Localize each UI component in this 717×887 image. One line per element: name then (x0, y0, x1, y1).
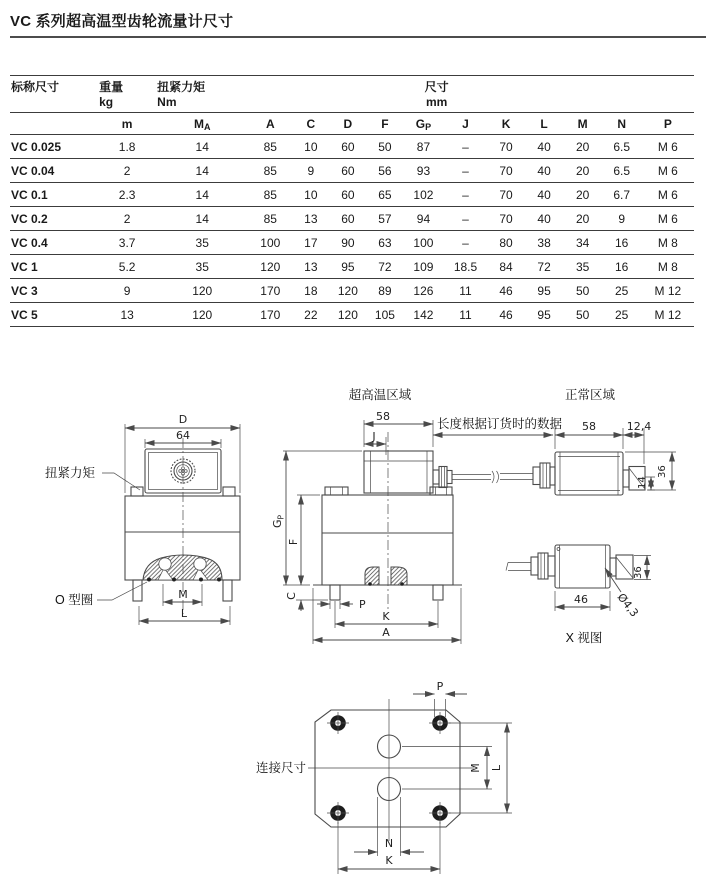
table-cell: 10 (292, 183, 329, 207)
table-cell: 70 (488, 159, 525, 183)
table-cell: 3.7 (98, 231, 156, 255)
table-cell: 20 (564, 207, 602, 231)
table-cell: 85 (248, 159, 292, 183)
dim-c-label (285, 592, 298, 600)
table-header-cell: K (488, 113, 525, 135)
row-model-name: VC 5 (10, 303, 98, 327)
table-row (10, 159, 694, 183)
table-header-cell: A (248, 113, 292, 135)
table-cell: 70 (488, 135, 525, 159)
table-header-cell: 扭紧力矩 Nm (156, 76, 248, 113)
table-cell: 6.7 (602, 183, 642, 207)
table-cell: 14 (156, 183, 248, 207)
table-header-cell: GP (403, 113, 443, 135)
table-cell: 60 (329, 207, 366, 231)
svg-text:36: 36 (657, 465, 668, 478)
table-cell: 25 (602, 303, 642, 327)
table-cell: 22 (292, 303, 329, 327)
table-cell: 95 (329, 255, 366, 279)
table-cell: 13 (292, 255, 329, 279)
cable-length-note: 长度根据订货时的数据 (437, 417, 563, 431)
table-cell: 2 (98, 207, 156, 231)
table-cell: 5.2 (98, 255, 156, 279)
dim-36b-label (633, 566, 644, 579)
x-view-label: X 视图 (565, 631, 603, 645)
table-cell: 40 (525, 183, 564, 207)
table-cell: 85 (248, 135, 292, 159)
table-cell: 95 (525, 279, 564, 303)
svg-text:L: L (490, 764, 503, 772)
dim-a-label: A (382, 626, 390, 639)
dim-124-label: 12,4 (626, 420, 652, 433)
table-cell: 56 (366, 159, 403, 183)
table-cell: 40 (525, 135, 564, 159)
table-cell: 90 (329, 231, 366, 255)
table-cell: 87 (403, 135, 443, 159)
page-title: VC 系列超高温型齿轮流量计尺寸 (10, 13, 234, 30)
svg-text:14: 14 (637, 476, 648, 489)
dim-f-label (287, 539, 300, 545)
table-cell: 60 (329, 159, 366, 183)
table-body (10, 135, 694, 327)
table-cell: 35 (156, 231, 248, 255)
table-header-cell: C (292, 113, 329, 135)
table-cell: 9 (98, 279, 156, 303)
side-view (271, 387, 563, 644)
table-cell: 84 (488, 255, 525, 279)
table-cell: 85 (248, 207, 292, 231)
dim-m-label: M (178, 588, 188, 601)
table-header-cell: 尺寸 mm (248, 76, 694, 113)
table-cell: 17 (292, 231, 329, 255)
cable-break-icon (492, 471, 499, 483)
table-cell: 9 (602, 207, 642, 231)
table-header-cell: N (602, 113, 642, 135)
table-cell: 60 (329, 135, 366, 159)
table-cell: – (443, 183, 487, 207)
table-cell: M 6 (642, 159, 694, 183)
table-row (10, 183, 694, 207)
table-cell: 65 (366, 183, 403, 207)
table-cell: 109 (403, 255, 443, 279)
table-cell: 16 (602, 231, 642, 255)
table-cell: M 8 (642, 231, 694, 255)
table-cell: 6.5 (602, 159, 642, 183)
table-header-cell: m (98, 113, 156, 135)
dim-p-label: P (359, 598, 366, 611)
table-row (10, 303, 694, 327)
table-cell: 9 (292, 159, 329, 183)
table-cell: 14 (156, 159, 248, 183)
table-cell: 120 (329, 303, 366, 327)
table-header-cell: 重量 kg (98, 76, 156, 113)
svg-text:G: G (271, 519, 284, 528)
torque-callout: 扭紧力矩 (45, 466, 96, 480)
dim-hole-label (615, 591, 641, 620)
table-cell: – (443, 135, 487, 159)
plate-dim-p-label: P (436, 680, 444, 693)
dimension-table-wrap (10, 75, 694, 327)
row-model-name: VC 0.025 (10, 135, 98, 159)
table-cell: 100 (403, 231, 443, 255)
connector-pins-icon (179, 467, 187, 475)
table-header-cell: D (329, 113, 366, 135)
table-head (10, 76, 694, 135)
table-cell: 72 (525, 255, 564, 279)
table-cell: 46 (488, 279, 525, 303)
table-cell: 40 (525, 159, 564, 183)
table-header-cell (10, 113, 98, 135)
normal-zone-view (500, 387, 676, 495)
svg-text:C: C (285, 592, 298, 600)
table-cell: 2.3 (98, 183, 156, 207)
table-header-cell: MA (156, 113, 248, 135)
svg-text:P: P (276, 514, 286, 520)
table-row (10, 135, 694, 159)
table-cell: 38 (525, 231, 564, 255)
dim-14-label (637, 476, 648, 489)
table-cell: 93 (403, 159, 443, 183)
dim-46-label: 46 (574, 593, 588, 606)
table-row (10, 207, 694, 231)
table-cell: 120 (329, 279, 366, 303)
table-cell: 34 (564, 231, 602, 255)
table-cell: 13 (292, 207, 329, 231)
table-cell: – (443, 207, 487, 231)
table-header-cell: L (525, 113, 564, 135)
technical-drawings (0, 383, 717, 887)
table-cell: 95 (525, 303, 564, 327)
table-cell: 102 (403, 183, 443, 207)
plate-dim-k-label: K (385, 854, 393, 867)
zone-normal-label: 正常区域 (564, 388, 616, 402)
dim-gp-label (271, 515, 286, 529)
table-cell: 18 (292, 279, 329, 303)
dim-l-label: L (180, 607, 188, 620)
table-cell: 80 (488, 231, 525, 255)
table-cell: 120 (248, 255, 292, 279)
table-cell: 142 (403, 303, 443, 327)
table-row (10, 279, 694, 303)
table-cell: 18.5 (443, 255, 487, 279)
table-cell: 50 (366, 135, 403, 159)
table-header-cell: F (366, 113, 403, 135)
table-cell: 14 (156, 135, 248, 159)
connection-plate-view (256, 680, 512, 874)
table-cell: 20 (564, 183, 602, 207)
table-cell: 70 (488, 207, 525, 231)
table-cell: 1.8 (98, 135, 156, 159)
dim-58b-label: 58 (582, 420, 596, 433)
table-cell: 20 (564, 159, 602, 183)
row-model-name: VC 1 (10, 255, 98, 279)
table-cell: M 8 (642, 255, 694, 279)
oring-callout: O 型圈 (55, 593, 94, 607)
table-cell: 14 (156, 207, 248, 231)
row-model-name: VC 0.1 (10, 183, 98, 207)
table-cell: 120 (156, 303, 248, 327)
table-cell: 50 (564, 279, 602, 303)
table-cell: 89 (366, 279, 403, 303)
table-cell: 60 (329, 183, 366, 207)
table-cell: M 6 (642, 135, 694, 159)
row-model-name: VC 0.4 (10, 231, 98, 255)
row-model-name: VC 3 (10, 279, 98, 303)
table-cell: 35 (156, 255, 248, 279)
table-cell: 85 (248, 183, 292, 207)
x-view (506, 545, 651, 645)
dim-36-label (657, 465, 668, 478)
table-cell: M 6 (642, 207, 694, 231)
row-model-name: VC 0.2 (10, 207, 98, 231)
title-rule (10, 36, 706, 38)
table-cell: 16 (602, 255, 642, 279)
table-cell: 11 (443, 303, 487, 327)
table-cell: – (443, 159, 487, 183)
table-cell: 94 (403, 207, 443, 231)
table-header-cell: P (642, 113, 694, 135)
plate-dim-l-label (490, 764, 503, 771)
table-cell: 6.5 (602, 135, 642, 159)
table-cell: 40 (525, 207, 564, 231)
dim-64-label: 64 (176, 429, 190, 442)
table-cell: 63 (366, 231, 403, 255)
table-cell: 50 (564, 303, 602, 327)
row-model-name: VC 0.04 (10, 159, 98, 183)
plate-dim-m-label (469, 763, 482, 773)
table-cell: M 12 (642, 279, 694, 303)
table-header-cell: M (564, 113, 602, 135)
table-cell: 70 (488, 183, 525, 207)
table-row (10, 231, 694, 255)
table-cell: 57 (366, 207, 403, 231)
table-cell: 170 (248, 303, 292, 327)
zone-hot-label: 超高温区域 (348, 388, 412, 402)
table-cell: – (443, 231, 487, 255)
table-cell: 20 (564, 135, 602, 159)
table-cell: 105 (366, 303, 403, 327)
table-cell: 126 (403, 279, 443, 303)
dim-k-label: K (382, 610, 390, 623)
table-cell: M 6 (642, 183, 694, 207)
dim-58-label: 58 (376, 410, 390, 423)
table-row (10, 255, 694, 279)
svg-text:Ø4,3: Ø4,3 (614, 590, 641, 620)
table-cell: 11 (443, 279, 487, 303)
svg-text:36: 36 (633, 566, 644, 579)
dim-j-label: J (372, 430, 376, 443)
connection-dims-label: 连接尺寸 (256, 761, 307, 775)
table-cell: 25 (602, 279, 642, 303)
table-cell: 2 (98, 159, 156, 183)
front-view (45, 413, 240, 625)
table-header-cell: J (443, 113, 487, 135)
plate-dim-n-label: N (384, 837, 394, 850)
table-cell: 120 (156, 279, 248, 303)
table-cell: 72 (366, 255, 403, 279)
svg-text:F: F (287, 538, 300, 546)
table-cell: 46 (488, 303, 525, 327)
table-cell: 100 (248, 231, 292, 255)
table-cell: 35 (564, 255, 602, 279)
table-cell: 13 (98, 303, 156, 327)
dimensions-table (10, 75, 694, 327)
table-cell: 10 (292, 135, 329, 159)
dim-d-label: D (178, 413, 188, 426)
table-cell: M 12 (642, 303, 694, 327)
svg-text:M: M (469, 763, 482, 773)
table-header-cell: 标称尺寸 (10, 76, 98, 113)
table-cell: 170 (248, 279, 292, 303)
